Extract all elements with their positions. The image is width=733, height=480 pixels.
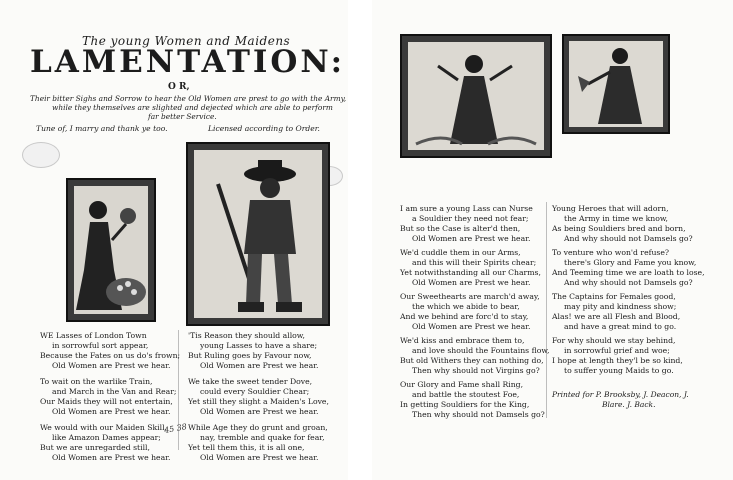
verse-line: As being Souldiers bred and born, xyxy=(552,224,686,233)
subtitle-line-1: Their bitter Sighs and Sorrow to hear the Old Women are prest to go with the Army, xyxy=(30,94,347,103)
verse-line: Our Sweethearts are march'd away, xyxy=(400,292,540,301)
verse-line: Young Heroes that will adorn, xyxy=(552,204,669,213)
verse-line: I hope at length they'l be so kind, xyxy=(552,356,683,365)
verse-line: young Lasses to have a share; xyxy=(200,341,318,350)
woodcut-woman-gesturing xyxy=(400,34,552,158)
verse-line: And why should not Damsels go? xyxy=(564,278,693,287)
ballad-title-main: LAMENTATION: xyxy=(30,44,346,80)
verse-line: But so the Case is alter'd then, xyxy=(400,224,521,233)
verse-line: The Captains for Females good, xyxy=(552,292,676,301)
woodcut-woman-with-fan xyxy=(562,34,670,134)
printer-imprint: Printed for P. Brooksby, J. Deacon, J. xyxy=(552,390,689,399)
verse-line: We take the sweet tender Dove, xyxy=(188,377,313,386)
woman-gesturing-figure xyxy=(402,36,550,156)
cavalier-figure xyxy=(188,144,328,324)
verse-line: to suffer young Maids to go. xyxy=(564,366,674,375)
lady-peacock-figure xyxy=(68,180,154,320)
subtitle-line-3: far better Service. xyxy=(148,112,217,121)
verse-line: To wait on the warlike Train, xyxy=(40,377,153,386)
verse-line: and battle the stoutest Foe, xyxy=(412,390,520,399)
verse-line: Old Women are Prest we hear. xyxy=(412,322,531,331)
verse-line: We'd kiss and embrace them to, xyxy=(400,336,525,345)
woodcut-lady-peacock xyxy=(66,178,156,322)
verse-line: like Amazon Dames appear; xyxy=(52,433,161,442)
verse-line: Old Women are Prest we hear. xyxy=(200,453,319,462)
verse-block-left-col1 xyxy=(40,331,180,463)
verse-line: nay, tremble and quake for fear, xyxy=(200,433,325,442)
verse-line: And we behind are forc'd to stay, xyxy=(400,312,529,321)
verse-line: Old Women are Prest we hear. xyxy=(412,234,531,243)
verse-line: Because the Fates on us do's frown; xyxy=(40,351,181,360)
verse-line: Old Women are Prest we hear. xyxy=(412,278,531,287)
verse-line: Yet tell them this, it is all one, xyxy=(188,443,305,452)
verse-line: And Teeming time we are loath to lose, xyxy=(552,268,705,277)
verse-line: But old Withers they can nothing do, xyxy=(400,356,544,365)
ballad-title-line: The young Women and Maidens xyxy=(82,34,291,48)
verse-block-right-col2 xyxy=(552,204,705,410)
verse-block-right-col1 xyxy=(400,204,549,420)
verse-line: and March in the Van and Rear; xyxy=(52,387,177,396)
verse-line: in sorrowful sort appear, xyxy=(52,341,149,350)
verse-line: Old Women are Prest we hear. xyxy=(52,453,171,462)
verse-line: Old Women are Prest we hear. xyxy=(52,407,171,416)
left-sheet xyxy=(0,0,349,480)
verse-line: the which we abide to bear, xyxy=(412,302,520,311)
verse-line: in sorrowful grief and woe; xyxy=(564,346,670,355)
verse-line: Yet still they slight a Maiden's Love, xyxy=(188,397,329,406)
library-stamp xyxy=(22,142,60,168)
handwritten-shelfmark: 45 38 xyxy=(163,422,188,435)
verse-line: We would with our Maiden Skill, xyxy=(40,423,167,432)
verse-line: And why should not Damsels go? xyxy=(564,234,693,243)
verse-line: there's Glory and Fame you know, xyxy=(564,258,697,267)
verse-line: could every Souldier Chear; xyxy=(200,387,310,396)
verse-line: Old Women are Prest we hear. xyxy=(52,361,171,370)
verse-line: Old Women are Prest we hear. xyxy=(200,407,319,416)
verse-line: I am sure a young Lass can Nurse xyxy=(400,204,533,213)
verse-line: But we are unregarded still, xyxy=(40,443,150,452)
verse-line: Old Women are Prest we hear. xyxy=(200,361,319,370)
printer-imprint: Blare. J. Back. xyxy=(602,400,656,409)
verse-line: Our Maids they will not entertain, xyxy=(40,397,173,406)
verse-line: and have a great mind to go. xyxy=(564,322,677,331)
verse-line: may pity and kindness show; xyxy=(564,302,677,311)
verse-line: a Souldier they need not fear; xyxy=(412,214,529,223)
verse-line: the Army in time we know, xyxy=(564,214,668,223)
woodcut-cavalier xyxy=(186,142,330,326)
verse-line: WE Lasses of London Town xyxy=(40,331,147,340)
licensed-line: Licensed according to Order. xyxy=(208,124,320,133)
subtitle-line-2: while they themselves are slighted and dejected which are able to perform xyxy=(52,103,333,112)
verse-block-left-col2 xyxy=(188,331,329,463)
verse-line: But Ruling goes by Favour now, xyxy=(188,351,312,360)
verse-line: While Age they do grunt and groan, xyxy=(188,423,328,432)
title-or: O R, xyxy=(168,82,190,92)
tune-line: Tune of, I marry and thank ye too. xyxy=(36,124,168,133)
verse-line: Yet notwithstanding all our Charms, xyxy=(400,268,541,277)
verse-line: and this will their Spirits chear; xyxy=(412,258,537,267)
page-gutter xyxy=(348,0,372,480)
verse-line: Our Glory and Fame shall Ring, xyxy=(400,380,524,389)
verse-line: We'd cuddle them in our Arms, xyxy=(400,248,521,257)
woman-fan-figure xyxy=(564,36,668,132)
verse-line: 'Tis Reason they should allow, xyxy=(188,331,305,340)
verse-line: To venture who won'd refuse? xyxy=(552,248,670,257)
right-sheet xyxy=(372,0,733,480)
verse-line: and love should the Fountains flow, xyxy=(412,346,550,355)
verse-line: Alas! we are all Flesh and Blood, xyxy=(552,312,681,321)
verse-line: In getting Souldiers for the King, xyxy=(400,400,530,409)
verse-line: For why should we stay behind, xyxy=(552,336,676,345)
verse-line: Then why should not Damsels go? xyxy=(412,410,545,419)
verse-line: Then why should not Virgins go? xyxy=(412,366,540,375)
